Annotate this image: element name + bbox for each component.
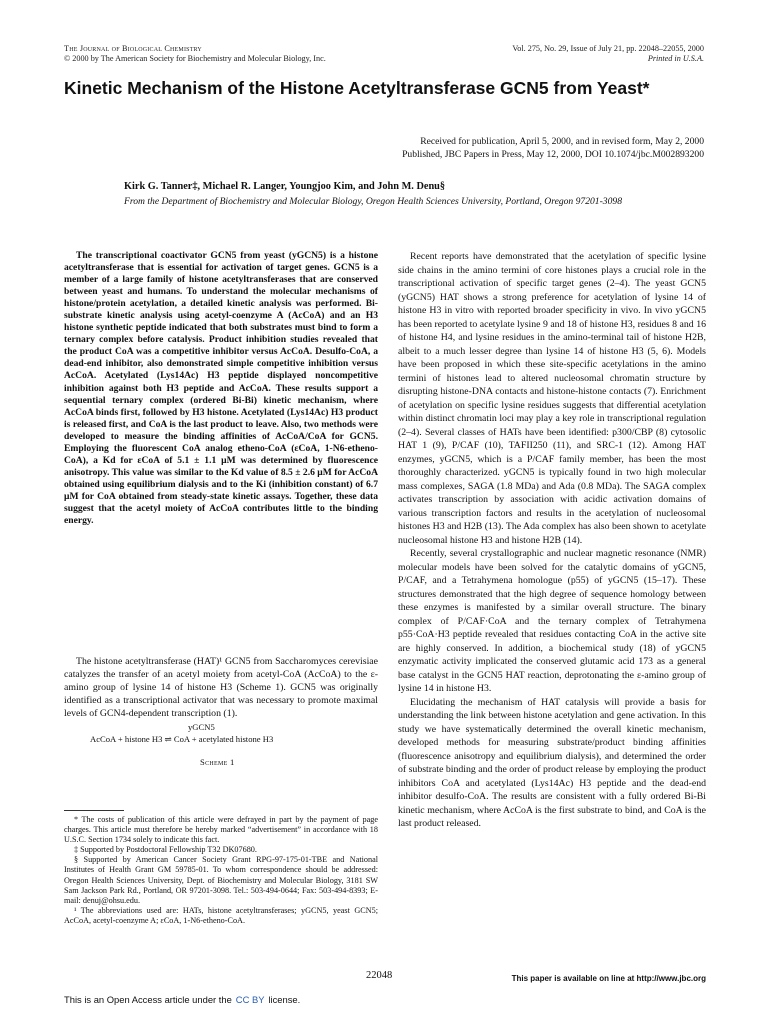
citation-line: Vol. 275, No. 29, Issue of July 21, pp. 22048–22055, 2000 [512,44,704,53]
footnote-grant: § Supported by American Cancer Society Grant RPG-97-175-01-TBE and National Institutes of Health Grant GM 59785-01. To whom correspondence should be addressed: Oregon Health Sciences University, Dept. of Biochemistry and Molecular Biology, 3181 SW Sam Jackson Park Rd., Portland, OR 97201-3098. Tel.: 503-494-0644; Fax: 503-494-8393; E-mail: denuj@ohsu.edu. [64,855,378,905]
intro-paragraph: The histone acetyltransferase (HAT)¹ GCN5 from Saccharomyces cerevisiae catalyzes the transfer of an acetyl moiety from acetyl-CoA (AcCoA) to the ε-amino group of lysine 14 of histone H3 (Scheme 1). GCN5 was originally identified as a transcriptional activator that was necessary to promote maximal levels of GCN4-dependent transcription (1). [64,656,378,719]
cc-by-link[interactable]: CC BY [235,994,265,1005]
running-header-left [64,44,326,64]
copyright-line: © 2000 by The American Society for Biochemistry and Molecular Biology, Inc. [64,54,326,63]
running-header-right [512,44,704,64]
published-line: Published, JBC Papers in Press, May 12, 2000, DOI 10.1074/jbc.M002893200 [402,148,704,160]
footnote-fellowship: ‡ Supported by Postdoctoral Fellowship T32 DK07680. [74,845,257,855]
footnote-abbreviations: ¹ The abbreviations used are: HATs, histone acetyltransferases; yGCN5, yeast GCN5; AcCoA, acetyl-coenzyme A; εCoA, 1-N6-etheno-CoA. [64,905,378,925]
intro-left-column [64,656,378,721]
footnote-rule [64,810,124,811]
right-column [398,250,706,831]
author-list: Kirk G. Tanner‡, Michael R. Langer, Youngjoo Kim, and John M. Denu§ [124,181,446,192]
open-access-notice [64,994,300,1005]
scheme-caption: Scheme 1 [200,757,235,767]
scheme-reaction: AcCoA + histone H3 ⇌ CoA + acetylated histone H3 [90,734,274,744]
open-access-prefix: This is an Open Access article under the [64,994,232,1005]
received-dates [144,136,704,161]
affiliation: From the Department of Biochemistry and Molecular Biology, Oregon Health Sciences University, Portland, Oregon 97201-3098 [124,196,622,207]
body-paragraph: Elucidating the mechanism of HAT catalysis will provide a basis for understanding the link between histone acetylation and gene activation. In this study we have systematically determined the overall kinetic mechanism, developed methods for measuring substrate/product binding affinities (fluorescence anisotropy and equilibrium dialysis), and determined the order of substrate binding and the order of product release by employing the product inhibitors CoA and acetylated (Lys14Ac) H3 peptide and the dead-end inhibitor desulfo-CoA. The results are consistent with a fully ordered Bi-Bi kinetic mechanism, where AcCoA is the first substrate to bind, and CoA is the last product released. [398,696,706,829]
online-availability: This paper is available on line at http://www.jbc.org [511,974,706,983]
abstract: The transcriptional coactivator GCN5 from yeast (yGCN5) is a histone acetyltransferase that is essential for activation of target genes. GCN5 is a member of a large family of histone acetyltransferases that are conserved between yeast and humans. To understand the molecular mechanisms of histone/protein acetylation, a detailed kinetic analysis was performed. Bi-substrate kinetic analysis using acetyl-coenzyme A (AcCoA) and an H3 histone synthetic peptide indicated that both substrates must bind to form a ternary complex before catalysis. Product inhibition studies revealed that the product CoA was a competitive inhibitor versus AcCoA. Desulfo-CoA, a dead-end inhibitor, also demonstrated simple competitive inhibition versus AcCoA. Acetylated (Lys14Ac) H3 peptide displayed noncompetitive inhibition against both H3 peptide and AcCoA. These results support a sequential ternary complex (ordered Bi-Bi) kinetic mechanism, where AcCoA binds first, followed by H3 histone. Acetylated (Lys14Ac) H3 product is released first, and CoA is the last product to leave. Also, two methods were developed to measure the binding affinities of AcCoA/CoA for GCN5. Employing the fluorescent CoA analog etheno-CoA (εCoA, 1-N6-etheno-CoA), a Kd for εCoA of 5.1 ± 1.1 μM was determined by fluorescence anisotropy. This value was similar to the Kd value of 8.5 ± 2.6 μM for AcCoA obtained using equilibrium dialysis and to the Ki (inhibition constant) of 6.7 μM for CoA obtained from steady-state kinetic assays. Together, these data suggest that the acetyl moiety of AcCoA contributes little to the binding energy. [64,250,378,527]
page-number: 22048 [366,970,393,981]
scheme-enzyme-label: yGCN5 [188,722,215,732]
footnote-costs: * The costs of publication of this article were defrayed in part by the payment of page charges. This article must therefore be hereby marked “advertisement” in accordance with 18 U.S.C. Section 1734 solely to indicate this fact. [64,815,378,845]
printed-line: Printed in U.S.A. [647,54,704,63]
received-line: Received for publication, April 5, 2000, and in revised form, May 2, 2000 [420,136,704,147]
footnotes [64,815,378,926]
article-title: Kinetic Mechanism of the Histone Acetyltransferase GCN5 from Yeast* [64,78,650,98]
body-paragraph: Recent reports have demonstrated that the acetylation of specific lysine side chains in the amino termini of core histones plays a crucial role in the transcriptional activation of specific target genes (2–4). The yeast GCN5 (yGCN5) HAT shows a strong preference for acetylation of lysine 14 of histone H3 in vitro with reported broader specificity in vivo. In vivo yGCN5 has been reported to acetylate lysine 9 and 18 of histone H3, residues 8 and 16 of histone H4, and lysine residues in the amino-terminal tail of histone H2B, albeit to a much lesser degree than lysine 14 of histone H3 (5, 6). Models have been proposed in which these site-specific acetylations in the amino termini of histones lead to altered nucleosomal chromatin structure by disrupting histone-DNA contacts and histone-histone contacts (7). Enrichment of acetylation on specific lysine residues suggests that differential acetylation within distinct chromatin loci may play a key role in transcriptional regulation (2–4). Several classes of HATs have been identified: p300/CBP (8) cytosolic HAT 1 (9), P/CAF (10), TAFII250 (11), and SRC-1 (12). Among HAT enzymes, yGCN5, which is a P/CAF family member, has been the most thoroughly characterized. yGCN5 is typically found in two high molecular mass complexes, SAGA (1.8 MDa) and Ada (0.8 MDa). The SAGA complex activates transcription by association with acidic activation domains of various transcription factors and results in the acetylation of nucleosomal histones H3 and H2B (13). The Ada complex has also been shown to acetylate nucleosomal histone H3 and histone H2B (14). [398,251,706,546]
journal-name: The Journal of Biological Chemistry [64,44,202,53]
body-paragraph: Recently, several crystallographic and nuclear magnetic resonance (NMR) molecular models have been solved for the catalytic domains of yGCN5, P/CAF, and a Tetrahymena homologue (p55) of yGCN5 (15–17). These structures demonstrated that the high degree of sequence homology between these enzymes is manifested by a similar overall structure. The binary complex of P/CAF·CoA and the ternary complex of Tetrahymena p55·CoA·H3 peptide revealed that residues contacting CoA in the active site are highly conserved. In addition, a biochemical study (18) of yGCN5 enzymatic activity implicated the conserved glutamic acid 173 as a general base catalyst in the GCN5 HAT reaction, deprotonating the ε-amino group of lysine 14 in histone H3. [398,548,706,694]
open-access-suffix: license. [268,994,301,1005]
